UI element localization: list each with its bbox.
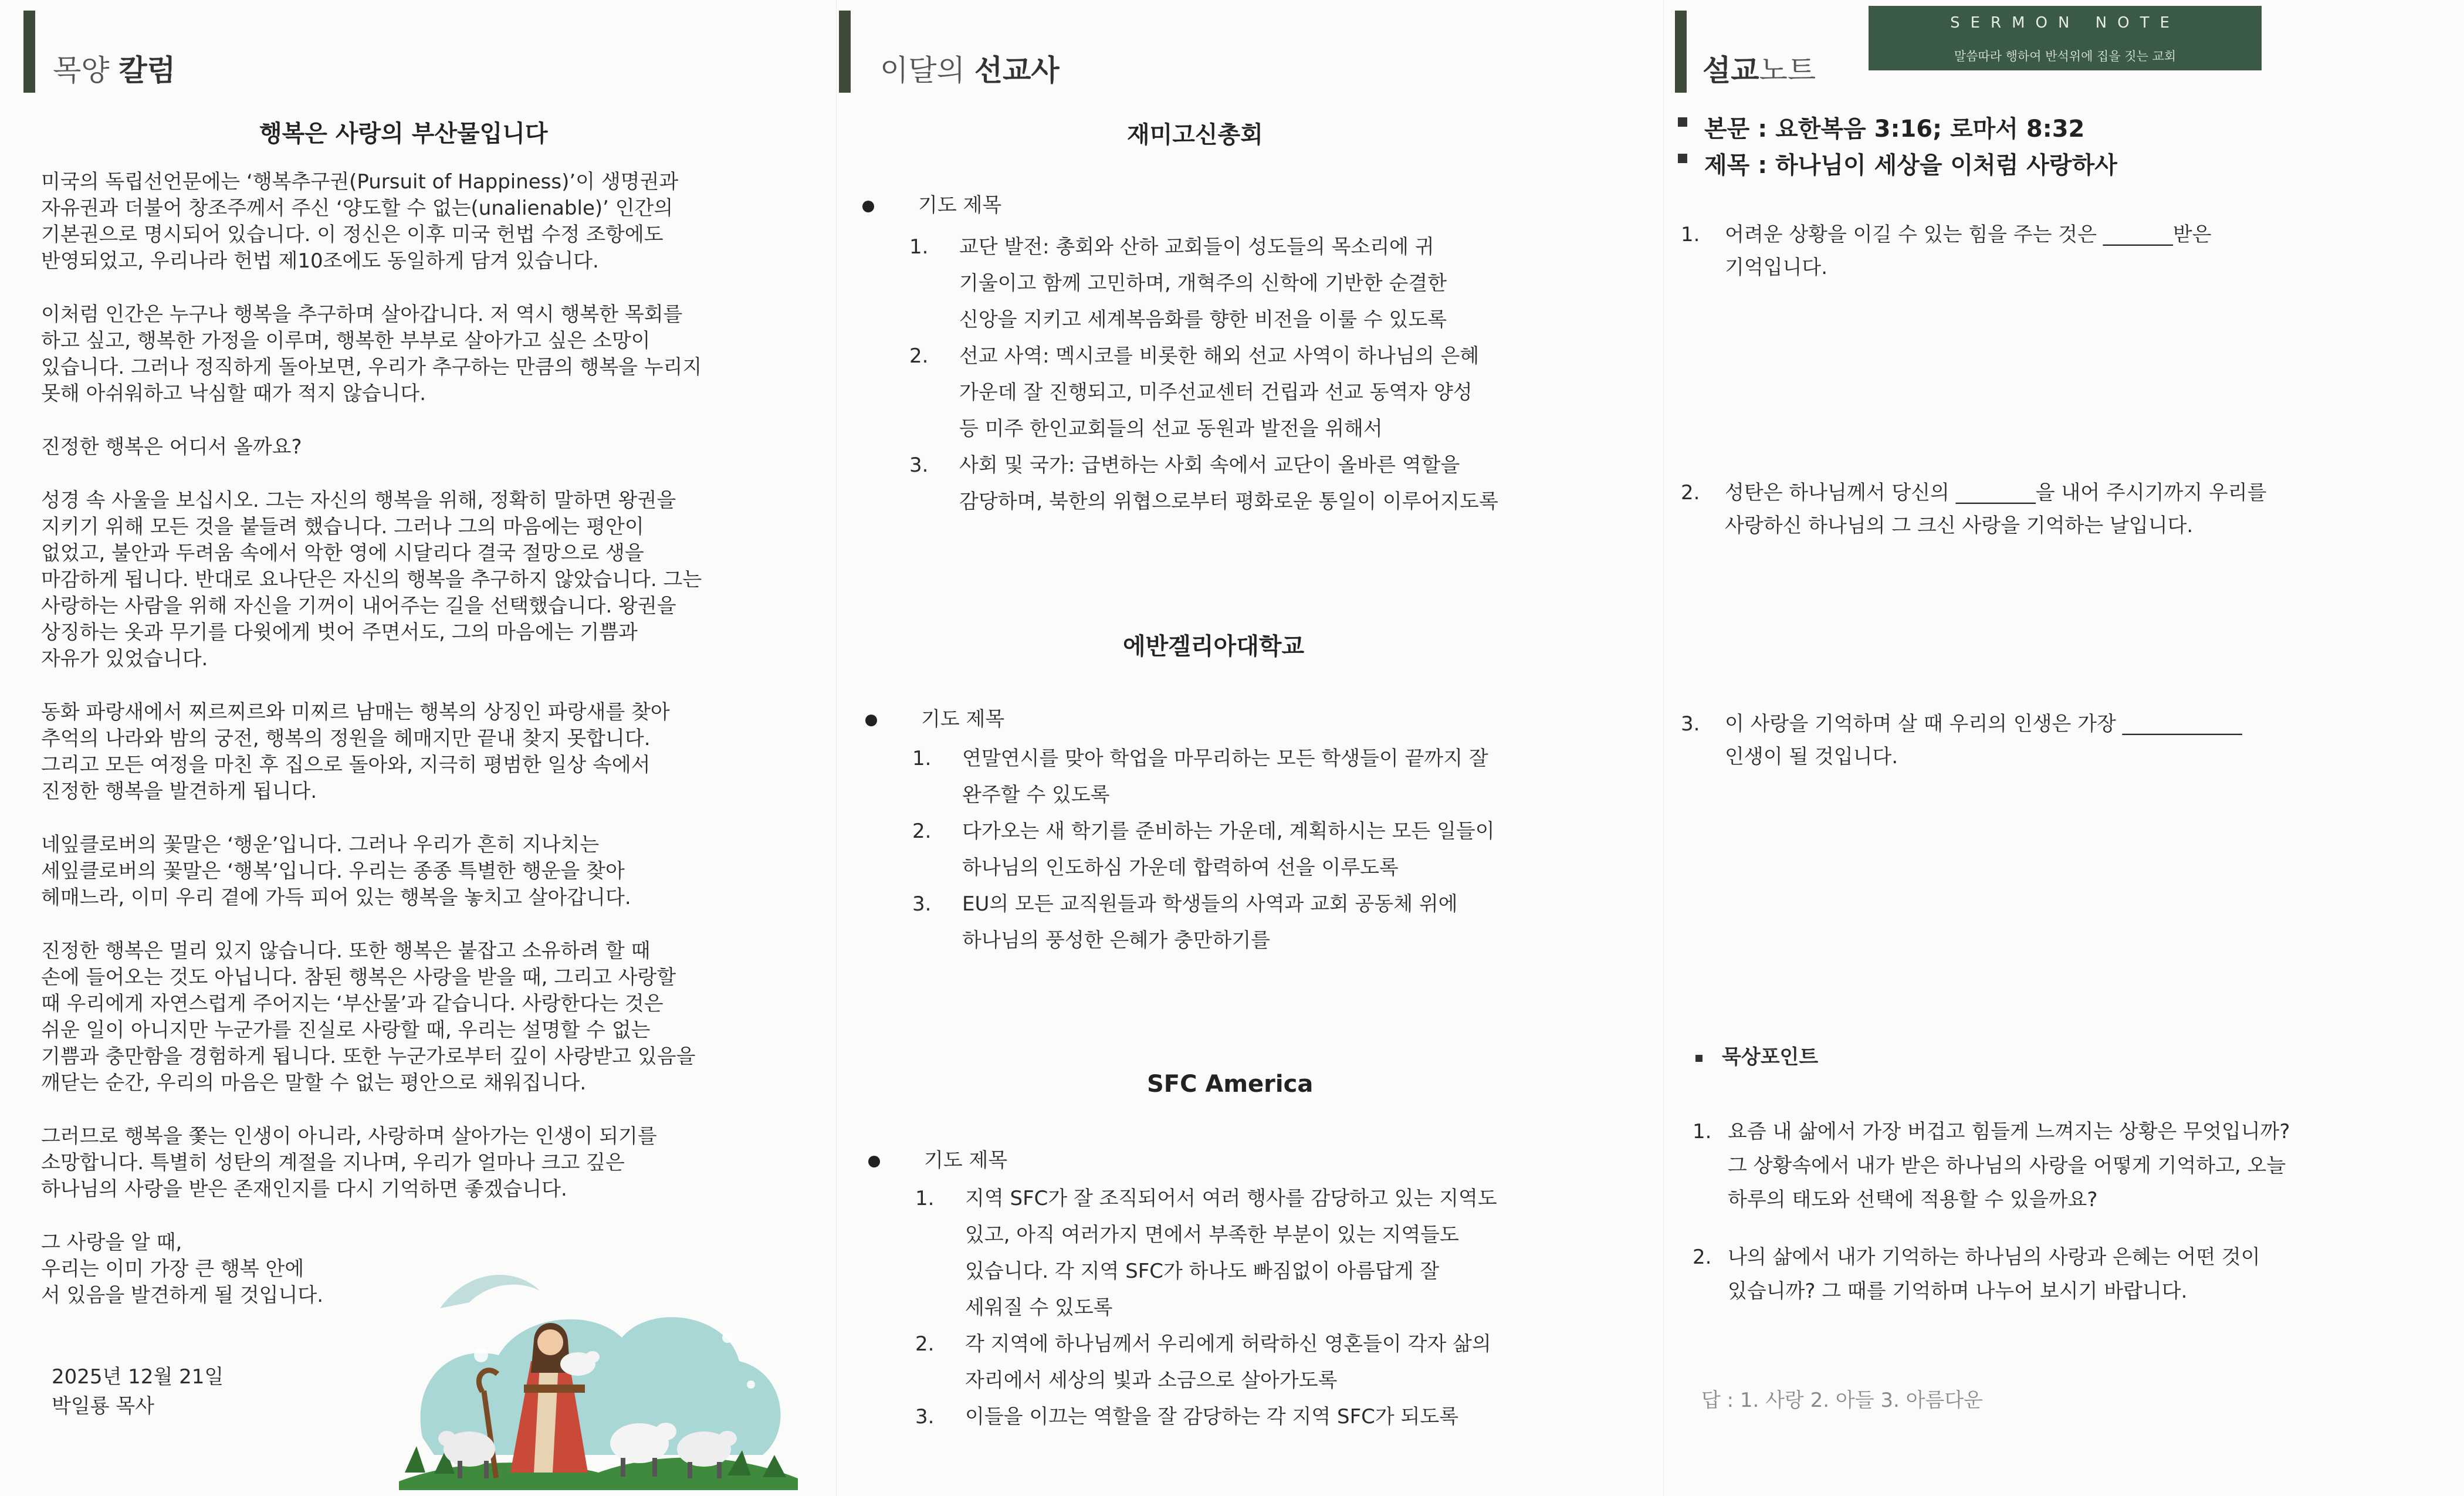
list-item [962,886,1458,959]
list-number: 2. [1681,481,1700,505]
header-accent-bar [1675,11,1687,93]
column-paragraph [41,832,702,911]
prayer-label: 기도 제목 [924,1149,1008,1172]
list-item-line: 기울이고 함께 고민하며, 개혁주의 신학에 기반한 순결한 [959,272,1447,295]
list-item-line: 기억입니다. [1725,256,1828,279]
header-accent-bar [839,11,851,93]
list-item [1728,1240,2260,1308]
list-item [965,1399,1458,1435]
column-paragraph [41,1123,702,1203]
list-item-line: 사회 및 국가: 급변하는 사회 속에서 교단이 올바른 역할을 [959,453,1460,477]
list-number: 1. [915,1187,935,1210]
list-number: 1. [909,235,929,259]
column-author: 박일룡 목사 [52,1395,155,1418]
list-item-line: 요즘 내 삶에서 가장 버겁고 힘들게 느껴지는 상황은 무엇입니까? [1728,1120,2290,1143]
prayer-label: 기도 제목 [921,708,1005,731]
list-item-line: 다가오는 새 학기를 준비하는 가운데, 계획하시는 모든 일들이 [962,820,1495,843]
paragraph-line: 진정한 행복은 멀리 있지 않습니다. 또한 행복은 붙잡고 소유하려 할 때 [41,939,651,963]
column-paragraph [41,938,702,1096]
square-bullet-icon [1678,117,1687,127]
list-number: 2. [909,344,929,368]
list-item [965,1180,1497,1326]
paragraph-line: 미국의 독립선언문에는 ‘행복추구권(Pursuit of Happiness)’이 생명권과 [41,170,679,194]
list-item [959,447,1498,520]
list-item-line: 자리에서 세상의 빛과 소금으로 살아가도록 [965,1369,1338,1392]
sermon-column [1666,0,2464,1496]
list-item-line: 사랑하신 하나님의 그 크신 사랑을 기억하는 날입니다. [1725,514,2194,537]
list-item-line: 신앙을 지키고 세계복음화를 향한 비전을 이룰 수 있도록 [959,308,1447,331]
paragraph-line: 깨닫는 순간, 우리의 마음은 말할 수 없는 평안으로 채워집니다. [41,1071,587,1095]
paragraph-line: 자유권과 더불어 창조주께서 주신 ‘양도할 수 없는(unalienable)’ 인간의 [41,197,673,220]
paragraph-line: 때 우리에게 자연스럽게 주어지는 ‘부산물’과 같습니다. 사랑한다는 것은 [41,992,664,1016]
list-item-line: 이 사랑을 기억하며 살 때 우리의 인생은 가장 ____________ [1725,712,2242,736]
column-paragraph [41,434,702,461]
list-item-line: 감당하며, 북한의 위협으로부터 평화로운 통일이 이루어지도록 [959,490,1498,513]
paragraph-line: 하나님의 사랑을 받은 존재인지를 다시 기억하면 좋겠습니다. [41,1177,567,1201]
paragraph-line: 있습니다. 그러나 정직하게 돌아보면, 우리가 추구하는 만큼의 행복을 누리지 [41,356,702,379]
column-paragraph [41,302,702,407]
column-date: 2025년 12월 21일 [52,1365,224,1389]
list-item [965,1326,1491,1399]
column-header: 이달의 선교사 [880,53,1060,87]
shepherd-with-lamb-illustration [399,1244,798,1490]
column-paragraph [41,699,702,805]
list-item [962,740,1488,813]
square-bullet-icon [1678,154,1687,163]
column-paragraph [41,169,702,275]
list-item-line: 있고, 아직 여러가지 면에서 부족한 부분이 있는 지역들도 [965,1223,1459,1247]
paragraph-line: 그러므로 행복을 쫓는 인생이 아니라, 사랑하며 살아가는 인생이 되기를 [41,1125,657,1148]
list-item-line: 있습니다. 각 지역 SFC가 하나도 빠짐없이 아름답게 잘 [965,1260,1440,1283]
list-number: 2. [1693,1245,1712,1269]
column-divider [1663,0,1664,1496]
paragraph-line: 손에 들어오는 것도 아닙니다. 참된 행복은 사랑을 받을 때, 그리고 사랑할 [41,966,676,989]
column-title: 행복은 사랑의 부산물입니다 [259,120,548,147]
list-item-line: 각 지역에 하나님께서 우리에게 허락하신 영혼들이 각자 삶의 [965,1332,1491,1356]
list-item-line: 선교 사역: 멕시코를 비롯한 해외 선교 사역이 하나님의 은혜 [959,344,1480,368]
paragraph-line: 헤매느라, 이미 우리 곁에 가득 피어 있는 행복을 놓치고 살아갑니다. [41,886,631,909]
paragraph-line: 동화 파랑새에서 찌르찌르와 미찌르 남매는 행복의 상징인 파랑새를 찾아 [41,700,670,724]
sermon-title: 제목 : 하나님이 세상을 이처럼 사랑하사 [1704,152,2117,179]
list-number: 2. [915,1332,935,1356]
list-number: 1. [1693,1120,1712,1143]
list-item-line: 교단 발전: 총회와 산하 교회들이 성도들의 목소리에 귀 [959,235,1434,259]
list-item-line: 그 상황속에서 내가 받은 하나님의 사랑을 어떻게 기억하고, 오늘 [1728,1154,2286,1177]
paragraph-line: 상징하는 옷과 무기를 다윗에게 벗어 주면서도, 그의 마음에는 기쁨과 [41,621,638,644]
list-number: 3. [909,453,929,477]
paragraph-line: 진정한 행복은 어디서 올까요? [41,435,302,459]
paragraph-line: 쉬운 일이 아니지만 누군가를 진실로 사랑할 때, 우리는 설명할 수 없는 [41,1018,651,1042]
prayer-label: 기도 제목 [918,194,1002,217]
list-item-line: 성탄은 하나님께서 당신의 ________을 내어 주시기까지 우리를 [1725,481,2267,505]
paragraph-line: 자유가 있었습니다. [41,647,208,671]
paragraph-line: 성경 속 사울을 보십시오. 그는 자신의 행복을 위해, 정확히 말하면 왕권을 [41,489,676,512]
list-item-line: 나의 삶에서 내가 기억하는 하나님의 사랑과 은혜는 어떤 것이 [1728,1245,2260,1269]
org-name: SFC America [1147,1071,1314,1098]
sermon-text: 본문 : 요한복음 3:16; 로마서 8:32 [1704,116,2085,143]
square-bullet-icon [1695,1055,1703,1062]
list-item-line: 가운데 잘 진행되고, 미주선교센터 건립과 선교 동역자 양성 [959,381,1473,404]
list-item-line: 이들을 이끄는 역할을 잘 감당하는 각 지역 SFC가 되도록 [965,1405,1459,1429]
sermon-note-label: SERMON NOTE [1950,14,2180,32]
column-header: 목양 칼럼 [53,53,176,87]
paragraph-line: 그 사랑을 알 때, [41,1231,182,1254]
list-number: 1. [912,747,932,770]
paragraph-line: 이처럼 인간은 누구나 행복을 추구하며 살아갑니다. 저 역시 행복한 목회를 [41,303,683,326]
missionary-column [839,0,1660,1496]
list-item-line: 완주할 수 있도록 [962,783,1110,807]
paragraph-line: 진정한 행복을 발견하게 됩니다. [41,780,317,803]
list-number: 1. [1681,223,1700,246]
list-number: 3. [912,892,932,916]
paragraph-line: 서 있음을 발견하게 될 것입니다. [41,1284,324,1307]
list-number: 2. [912,820,932,843]
meditation-title: 묵상포인트 [1722,1045,1819,1069]
paragraph-line: 못해 아쉬워하고 낙심할 때가 적지 않습니다. [41,382,427,405]
paragraph-line: 없었고, 불안과 두려움 속에서 악한 영에 시달리다 결국 절망으로 생을 [41,541,644,565]
list-item-line: 있습니까? 그 때를 기억하며 나누어 보시기 바랍니다. [1728,1280,2188,1303]
list-item [962,813,1495,886]
column-header: 설교노트 [1703,53,1816,87]
paragraph-line: 소망합니다. 특별히 성탄의 계절을 지나며, 우리가 얼마나 크고 깊은 [41,1151,625,1175]
header-accent-bar [23,11,35,93]
list-number: 3. [915,1405,935,1429]
sermon-note-subtitle: 말씀따라 행하여 반석위에 집을 짓는 교회 [1954,49,2177,63]
paragraph-line: 우리는 이미 가장 큰 행복 안에 [41,1257,304,1281]
list-item-line: 하루의 태도와 선택에 적용할 수 있을까요? [1728,1188,2098,1211]
list-item-line: 하나님의 인도하심 가운데 합력하여 선을 이루도록 [962,856,1399,879]
paragraph-line: 사랑하는 사람을 위해 자신을 기꺼이 내어주는 길을 선택했습니다. 왕권을 [41,594,676,618]
list-item-line: 인생이 될 것입니다. [1725,745,1898,769]
list-item [1725,708,2242,773]
paragraph-line: 추억의 나라와 밤의 궁전, 행복의 정원을 헤매지만 끝내 찾지 못합니다. [41,727,651,750]
list-item-line: 등 미주 한인교회들의 선교 동원과 발전을 위해서 [959,417,1383,441]
paragraph-line: 네잎클로버의 꽃말은 ‘행운’입니다. 그러나 우리가 흔히 지나치는 [41,833,600,857]
org-name: 재미고신총회 [1127,121,1263,148]
list-item [1725,218,2212,284]
pastor-column [0,0,839,1496]
paragraph-line: 그리고 모든 여정을 마친 후 집으로 돌아와, 지극히 평범한 일상 속에서 [41,753,651,777]
paragraph-line: 기본권으로 명시되어 있습니다. 이 정신은 이후 미국 헌법 수정 조항에도 [41,223,664,246]
sermon-note-banner [1869,6,2262,70]
bullet-icon [865,715,877,726]
list-item-line: 연말연시를 맞아 학업을 마무리하는 모든 학생들이 끝까지 잘 [962,747,1488,770]
paragraph-line: 기쁨과 충만함을 경험하게 됩니다. 또한 누군가로부터 깊이 사랑받고 있음을 [41,1045,696,1068]
list-number: 3. [1681,712,1700,736]
org-name: 에반겔리아대학교 [1123,633,1305,660]
list-item-line: EU의 모든 교직원들과 학생들의 사역과 교회 공동체 위에 [962,892,1458,916]
list-item [959,229,1447,338]
column-body [41,169,702,1336]
list-item-line: 하나님의 풍성한 은혜가 충만하기를 [962,929,1271,952]
list-item [1725,476,2266,542]
column-paragraph [41,488,702,672]
bullet-icon [868,1156,880,1167]
list-item [1728,1115,2290,1217]
bullet-icon [862,201,874,212]
list-item-line: 세워질 수 있도록 [965,1296,1113,1319]
list-item [959,338,1479,447]
answer-key: 답 : 1. 사랑 2. 아들 3. 아름다운 [1701,1389,1984,1412]
list-item-line: 어려운 상황을 이길 수 있는 힘을 주는 것은 _______받은 [1725,223,2212,246]
list-item-line: 지역 SFC가 잘 조직되어서 여러 행사를 감당하고 있는 지역도 [965,1187,1497,1210]
paragraph-line: 반영되었고, 우리나라 헌법 제10조에도 동일하게 담겨 있습니다. [41,249,599,273]
paragraph-line: 마감하게 됩니다. 반대로 요나단은 자신의 행복을 추구하지 않았습니다. 그는 [41,568,702,591]
paragraph-line: 지키기 위해 모든 것을 붙들려 했습니다. 그러나 그의 마음에는 평안이 [41,515,644,539]
paragraph-line: 세잎클로버의 꽃말은 ‘행복’입니다. 우리는 종종 특별한 행운을 찾아 [41,859,625,883]
paragraph-line: 하고 싶고, 행복한 가정을 이루며, 행복한 부부로 살아가고 싶은 소망이 [41,329,651,353]
